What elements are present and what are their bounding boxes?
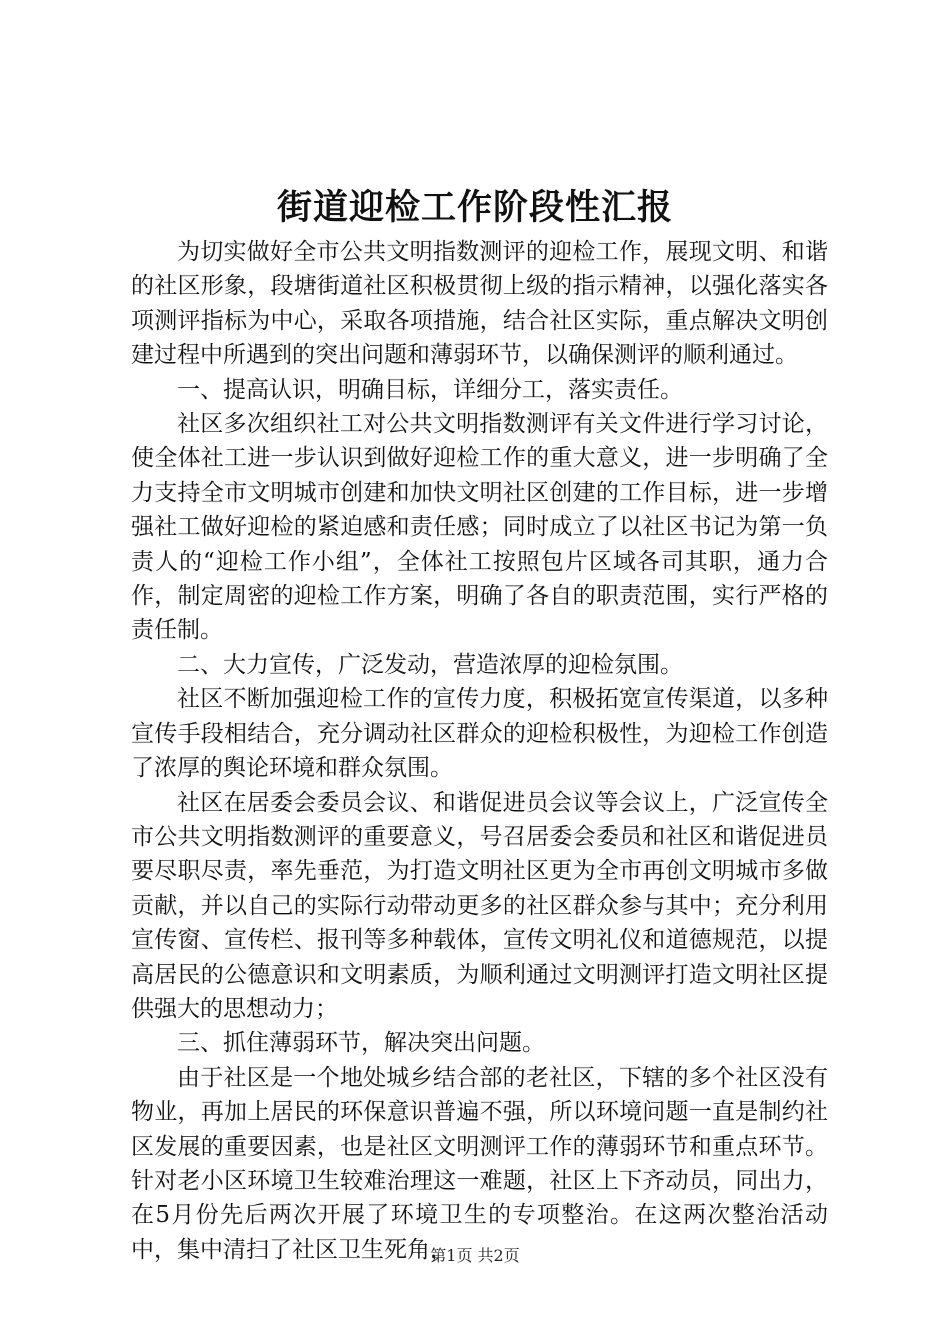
section-heading-2: 二、大力宣传，广泛发动，营造浓厚的迎检氛围。 — [177, 651, 683, 678]
page-footer: 第1页 共2页 — [430, 1246, 520, 1265]
paragraph-section-1: 社区多次组织社工对公共文明指数测评有关文件进行学习讨论，使全体社工进一步认识到做好迎检工作的重大意义，进一步明确了全力支持全市文明城市创建和加快文明社区创建的工作目标，进一步增强社工做好迎检的紧迫感和责任感；同时成立了以社区书记为第一负责人的“迎检工作小组”，全体社工按照包片区域各司其职，通力合作，制定周密的迎检工作方案，明确了各自的职责范围，实行严格的责任制。 — [131, 411, 828, 644]
paragraph-section-2b: 社区在居委会委员会议、和谐促进员会议等会议上，广泛宣传全市公共文明指数测评的重要意义，号召居委会委员和社区和谐促进员要尽职尽责，率先垂范，为打造文明社区更为全市再创文明城市多做贡献，并以自己的实际行动带动更多的社区群众参与其中；充分利用宣传窗、宣传栏、报刊等多种载体，宣传文明礼仪和道德规范，以提高居民的公德意识和文明素质，为顺利通过文明测评打造文明社区提供强大的思想动力； — [131, 789, 828, 1022]
paragraph-section-2a: 社区不断加强迎检工作的宣传力度，积极拓宽宣传渠道，以多种宣传手段相结合，充分调动社区群众的迎检积极性，为迎检工作创造了浓厚的舆论环境和群众氛围。 — [131, 686, 828, 782]
document-body — [131, 235, 828, 1267]
document-title: 街道迎检工作阶段性汇报 — [276, 187, 673, 228]
section-heading-3: 三、抓住薄弱环节，解决突出问题。 — [177, 1030, 545, 1057]
paragraph-section-3: 由于社区是一个地处城乡结合部的老社区，下辖的多个社区没有物业，再加上居民的环保意识普遍不强，所以环境问题一直是制约社区发展的重要因素，也是社区文明测评工作的薄弱环节和重点环节。针对老小区环境卫生较难治理这一难题，社区上下齐动员，同出力，在5月份先后两次开展了环境卫生的专项整治。在这两次整治活动中，集中清扫了社区卫生死角， — [131, 1064, 828, 1263]
paragraph-intro: 为切实做好全市公共文明指数测评的迎检工作，展现文明、和谐的社区形象，段塘街道社区积极贯彻上级的指示精神，以强化落实各项测评指标为中心，采取各项措施，结合社区实际，重点解决文明创建过程中所遇到的突出问题和薄弱环节，以确保测评的顺利通过。 — [131, 239, 828, 369]
section-heading-1: 一、提高认识，明确目标，详细分工，落实责任。 — [177, 376, 683, 403]
